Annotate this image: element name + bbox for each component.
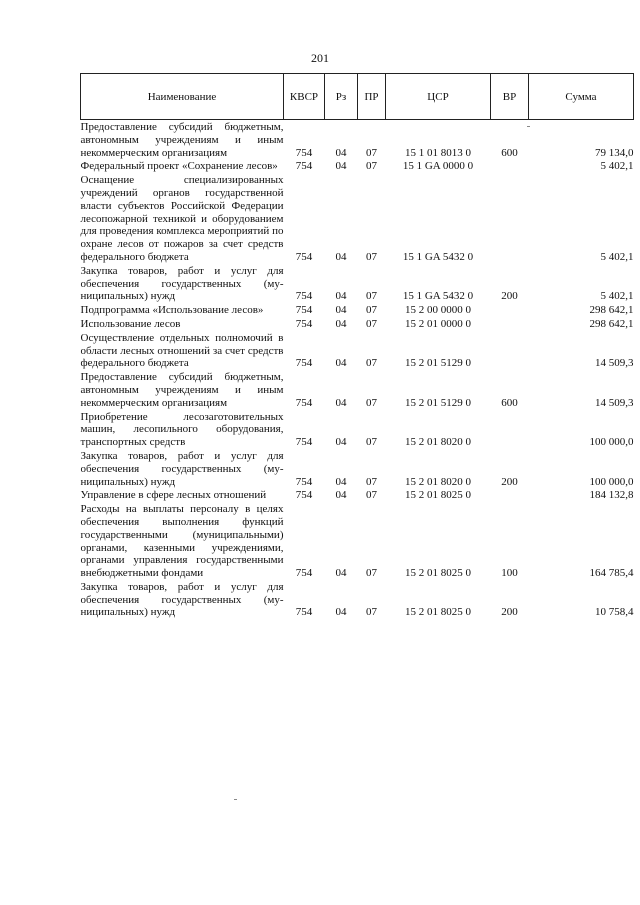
table-row: [81, 370, 634, 409]
row-pr: 07: [366, 396, 377, 409]
row-csr: 15 2 00 0000 0: [405, 304, 471, 317]
row-csr: 15 1 01 8013 0: [405, 146, 471, 159]
row-pr: 07: [366, 160, 377, 173]
row-csr: 15 2 01 8020 0: [405, 436, 471, 449]
row-sum: 100 000,0: [589, 475, 634, 488]
row-name: Использование лесов: [80, 317, 181, 330]
row-name: Федеральный проект «Сохранение лесов»: [80, 160, 278, 173]
row-pr: 07: [366, 357, 377, 370]
row-sum: 298 642,1: [589, 304, 634, 317]
column-header-vr: ВР: [491, 74, 529, 120]
row-csr: 15 2 01 0000 0: [405, 317, 471, 330]
scan-speck: [527, 126, 530, 127]
row-name: Предоставление субсидий бюджетным, автономным учреждениям и иным некоммерческим организациям: [80, 121, 284, 159]
row-vr: 200: [501, 475, 518, 488]
row-pr: 07: [366, 146, 377, 159]
table-row: [81, 264, 634, 303]
row-kvsr: 754: [295, 304, 313, 317]
row-name: Закупка товаров, работ и услуг для обеспечения государственных (муниципальных) нужд: [80, 264, 284, 303]
row-pr: 07: [366, 290, 377, 303]
row-kvsr: 754: [295, 290, 313, 303]
row-rz: 04: [335, 436, 347, 449]
row-sum: 298 642,1: [589, 317, 634, 330]
row-pr: 07: [366, 317, 377, 330]
row-rz: 04: [335, 160, 347, 173]
row-kvsr: 754: [295, 317, 313, 330]
row-name: Расходы на выплаты персоналу в целях обеспечения выполнения функций государственными (муниципальными) органами, казенными учреждениями, органами управления государственными внебюджетными фондами: [80, 503, 284, 580]
row-vr: [491, 173, 529, 264]
row-vr: [491, 159, 529, 173]
row-kvsr: 754: [295, 606, 313, 619]
table-row: [81, 580, 634, 619]
row-csr: 15 2 01 8020 0: [405, 475, 471, 488]
row-vr: [491, 317, 529, 331]
row-sum: 5 402,1: [600, 160, 634, 173]
row-csr: 15 2 01 8025 0: [405, 606, 471, 619]
row-csr: 15 1 GA 5432 0: [402, 290, 474, 303]
column-header-csr: ЦСР: [386, 74, 491, 120]
row-sum: 14 509,3: [595, 357, 634, 370]
table-row: [81, 331, 634, 370]
table-row: [81, 173, 634, 264]
row-kvsr: 754: [295, 250, 313, 263]
row-name: Закупка товаров, работ и услуг для обеспечения государственных (муниципальных) нужд: [80, 449, 284, 488]
row-vr: [491, 303, 529, 317]
table-row: [81, 502, 634, 580]
row-rz: 04: [335, 606, 347, 619]
row-rz: 04: [335, 317, 347, 330]
row-rz: 04: [335, 489, 347, 502]
row-kvsr: 754: [295, 475, 313, 488]
row-vr: 600: [501, 146, 518, 159]
row-sum: 5 402,1: [600, 250, 634, 263]
row-rz: 04: [335, 146, 347, 159]
scan-speck: [234, 799, 237, 800]
row-sum: 100 000,0: [589, 436, 634, 449]
table-row: [81, 120, 634, 160]
row-vr: 200: [501, 606, 518, 619]
row-pr: 07: [366, 606, 377, 619]
row-rz: 04: [335, 304, 347, 317]
row-vr: [491, 410, 529, 449]
row-csr: 15 2 01 8025 0: [405, 489, 471, 502]
row-sum: 164 785,4: [589, 567, 634, 580]
row-vr: 600: [501, 396, 518, 409]
row-vr: [491, 488, 529, 502]
row-kvsr: 754: [295, 160, 313, 173]
row-rz: 04: [335, 567, 347, 580]
row-name: Управление в сфере лесных отношений: [80, 489, 267, 502]
row-pr: 07: [366, 304, 377, 317]
row-pr: 07: [366, 567, 377, 580]
table-header-row: [81, 74, 634, 120]
row-rz: 04: [335, 475, 347, 488]
table-row: [81, 410, 634, 449]
row-rz: 04: [335, 396, 347, 409]
row-rz: 04: [335, 357, 347, 370]
row-kvsr: 754: [295, 396, 313, 409]
row-vr: [491, 331, 529, 370]
column-header-rz: Рз: [325, 74, 358, 120]
row-pr: 07: [366, 250, 377, 263]
row-csr: 15 1 GA 0000 0: [402, 160, 474, 173]
budget-table: [80, 73, 634, 619]
table-row: [81, 488, 634, 502]
row-vr: 100: [501, 567, 518, 580]
row-name: Подпрограмма «Использование лесов»: [80, 304, 264, 317]
row-name: Оснащение специализированных учреждений органов государственной власти субъектов Российской Федерации лесопожарной техникой и оборудованием для проведения комплекса мероприятий по охране лесов от пожаров за счет средств федерального бюджета: [80, 174, 284, 263]
row-csr: 15 2 01 5129 0: [405, 396, 471, 409]
row-sum: 184 132,8: [589, 489, 634, 502]
row-sum: 10 758,4: [595, 606, 634, 619]
table-row: [81, 449, 634, 488]
row-rz: 04: [335, 250, 347, 263]
row-rz: 04: [335, 290, 347, 303]
table-row: [81, 303, 634, 317]
column-header-name: Наименование: [81, 74, 284, 120]
row-name: Осуществление отдельных полномочий в области лесных отношений за счет средств федерального бюджета: [80, 331, 284, 370]
row-pr: 07: [366, 489, 377, 502]
table-row: [81, 317, 634, 331]
row-sum: 14 509,3: [595, 396, 634, 409]
row-pr: 07: [366, 475, 377, 488]
row-sum: 5 402,1: [600, 290, 634, 303]
row-name: Закупка товаров, работ и услуг для обеспечения государственных (муниципальных) нужд: [80, 580, 284, 619]
row-sum: 79 134,0: [595, 146, 634, 159]
column-header-kvsr: КВСР: [284, 74, 325, 120]
row-csr: 15 2 01 8025 0: [405, 567, 471, 580]
row-kvsr: 754: [295, 357, 313, 370]
row-csr: 15 2 01 5129 0: [405, 357, 471, 370]
column-header-pr: ПР: [358, 74, 386, 120]
page-number: 201: [311, 51, 329, 65]
column-header-sum: Сумма: [529, 74, 634, 120]
table-row: [81, 159, 634, 173]
row-csr: 15 1 GA 5432 0: [402, 250, 474, 263]
row-kvsr: 754: [295, 567, 313, 580]
row-kvsr: 754: [295, 436, 313, 449]
row-pr: 07: [366, 436, 377, 449]
row-kvsr: 754: [295, 489, 313, 502]
row-vr: 200: [501, 290, 518, 303]
row-kvsr: 754: [295, 146, 313, 159]
row-name: Приобретение лесозаготовительных машин, лесопильного оборудования, транспортных средств: [80, 410, 284, 449]
row-name: Предоставление субсидий бюджетным, автономным учреждениям и иным некоммерческим организациям: [80, 371, 284, 409]
